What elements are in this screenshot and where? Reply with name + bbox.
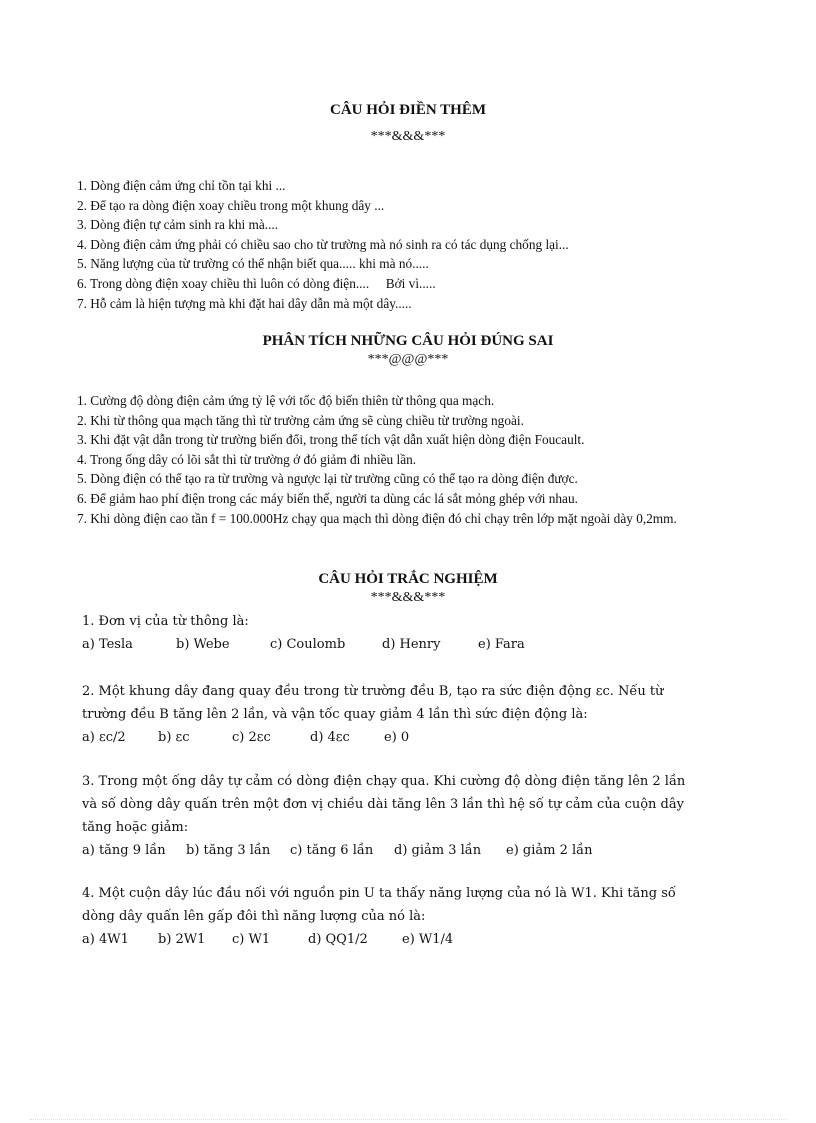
option-b: b) Webe <box>176 637 230 652</box>
option-c: c) 2εc <box>232 730 271 745</box>
answer-options <box>82 928 702 951</box>
option-b: b) tăng 3 lần <box>186 843 271 858</box>
list-item: 3. Dòng điện tự cảm sinh ra khi mà.... <box>77 217 279 233</box>
option-e: e) giảm 2 lần <box>506 843 593 858</box>
list-item: 7. Hỗ cảm là hiện tượng mà khi đặt hai dây dẫn mà một dây..... <box>77 295 412 311</box>
question-text: 2. Một khung dây đang quay đều trong từ trường đều B, tạo ra sức điện động εc. Nếu từ trường đều B tăng lên 2 lần, và vận tốc quay giảm 4 lần thì sức điện động là: <box>82 684 664 722</box>
list-item: 6. Để giảm hao phí điện trong các máy biến thế, người ta dùng các lá sắt mỏng ghép với nhau. <box>77 490 578 506</box>
option-e: e) 0 <box>384 730 410 745</box>
section3-title: CÂU HỎI TRẮC NGHIỆM <box>318 571 498 587</box>
list-item: 7. Khi dòng điện cao tần f = 100.000Hz chạy qua mạch thì dòng điện đó chỉ chạy trên lớp mặt ngoài dày 0,2mm. <box>77 510 677 526</box>
section2-stars: ***@@@*** <box>367 352 449 367</box>
option-a: a) 4W1 <box>82 932 129 947</box>
option-e: e) Fara <box>478 637 525 652</box>
question-text: 4. Một cuộn dây lúc đầu nối với nguồn pin U ta thấy năng lượng của nó là W1. Khi tăng số dòng dây quấn lên gấp đôi thì năng lượng của nó là: <box>82 886 676 924</box>
answer-options <box>82 839 702 862</box>
option-a: a) Tesla <box>82 637 133 652</box>
list-item: 4. Trong ống dây có lõi sắt thì từ trường ở đó giảm đi nhiều lần. <box>77 451 417 467</box>
list-item: 5. Dòng điện có thể tạo ra từ trường và ngược lại từ trường cũng có thể tạo ra dòng điện được. <box>77 471 578 487</box>
question-3 <box>82 770 702 862</box>
option-c: c) W1 <box>232 932 271 947</box>
list-item: 2. Để tạo ra dòng điện xoay chiều trong một khung dây ... <box>77 197 385 213</box>
option-a: a) εc/2 <box>82 730 126 745</box>
option-e: e) W1/4 <box>402 932 454 947</box>
list-item: 5. Năng lượng của từ trường có thể nhận biết qua..... khi mà nó..... <box>77 256 429 272</box>
option-d: d) giảm 3 lần <box>394 843 482 858</box>
list-item: 1. Dòng điện cảm ứng chỉ tồn tại khi ... <box>77 178 286 193</box>
option-a: a) tăng 9 lần <box>82 843 166 858</box>
section1-stars: ***&&&*** <box>370 129 446 144</box>
list-item: 2. Khi từ thông qua mạch tăng thì từ trường cảm ứng sẽ cùng chiều từ trường ngoài. <box>77 412 524 428</box>
option-d: d) 4εc <box>310 730 350 745</box>
section3-stars: ***&&&*** <box>370 590 446 605</box>
page-bottom-rule <box>30 1119 786 1120</box>
option-b: b) 2W1 <box>158 932 206 947</box>
list-item: 4. Dòng điện cảm ứng phải có chiều sao cho từ trường mà nó sinh ra có tác dụng chống lại... <box>77 236 569 252</box>
list-item: 1. Cường độ dòng điện cảm ứng tỷ lệ với tốc độ biến thiên từ thông qua mạch. <box>77 393 495 408</box>
question-2 <box>82 680 702 749</box>
option-d: d) Henry <box>382 637 441 652</box>
list-item: 6. Trong dòng điện xoay chiều thì luôn có dòng điện.... Bởi vì..... <box>77 275 436 291</box>
answer-options <box>82 726 702 749</box>
option-b: b) εc <box>158 730 190 745</box>
question-text: 1. Đơn vị của từ thông là: <box>82 614 249 629</box>
section1-title: CÂU HỎI ĐIỀN THÊM <box>330 102 486 118</box>
question-1 <box>82 610 702 656</box>
true-false-list <box>77 391 777 528</box>
question-text: 3. Trong một ống dây tự cảm có dòng điện chạy qua. Khi cường độ dòng điện tăng lên 2 lần và số dòng dây quấn trên một đơn vị chiều dài tăng lên 3 lần thì hệ số tự cảm của cuộn dây tăng hoặc giảm: <box>82 774 686 835</box>
option-c: c) tăng 6 lần <box>290 843 374 858</box>
section2-title: PHÂN TÍCH NHỮNG CÂU HỎI ĐÚNG SAI <box>262 333 554 349</box>
fill-in-list <box>77 176 777 313</box>
option-d: d) QQ1/2 <box>308 932 368 947</box>
list-item: 3. Khi đặt vật dẫn trong từ trường biến đổi, trong thể tích vật dẫn xuất hiện dòng điện Foucault. <box>77 432 585 448</box>
question-4 <box>82 882 702 951</box>
option-c: c) Coulomb <box>270 637 346 652</box>
answer-options <box>82 633 702 656</box>
